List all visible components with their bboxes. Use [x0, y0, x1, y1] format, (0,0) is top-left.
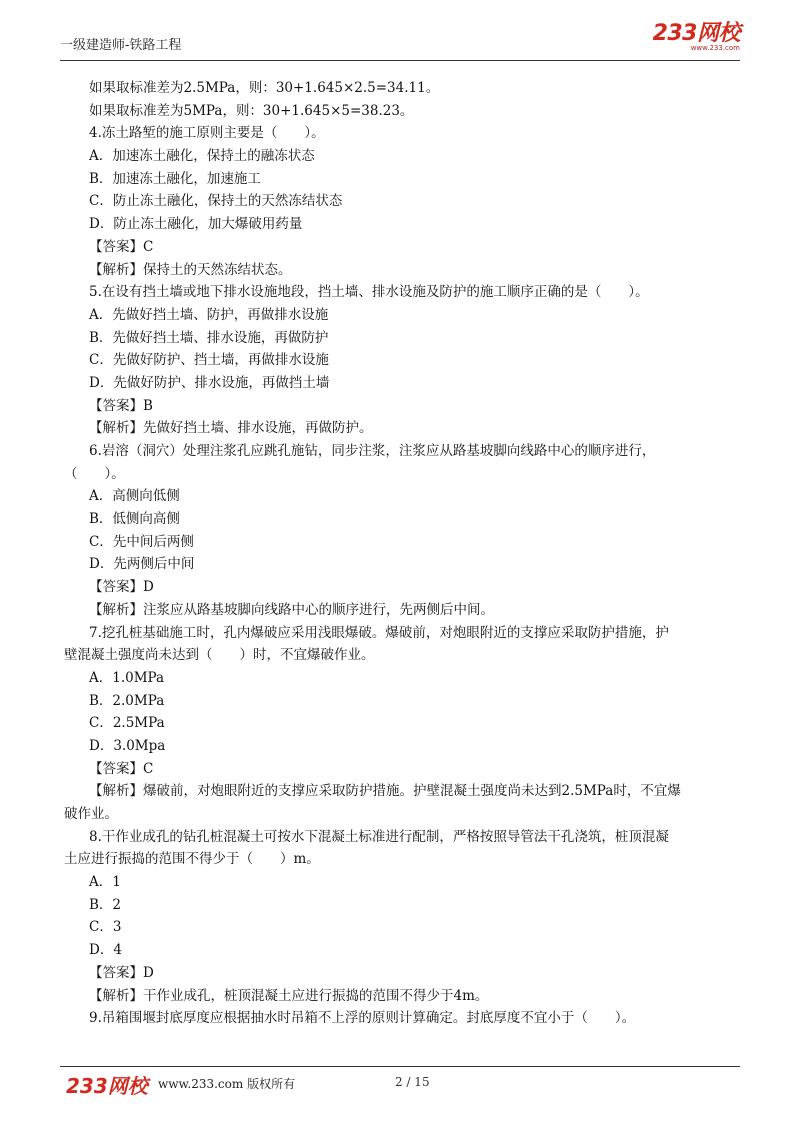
page-header	[60, 22, 740, 58]
page-number: 2 / 15	[395, 1075, 430, 1089]
option-c: C．2.5MPa	[89, 715, 165, 732]
option-d: D．先两侧后中间	[89, 556, 195, 573]
option-c: C．先中间后两侧	[89, 533, 194, 550]
answer: 【答案】D	[89, 579, 154, 596]
option-a: A．1.0MPa	[89, 669, 165, 686]
option-c: C．防止冻土融化，保持土的天然冻结状态	[89, 193, 343, 210]
logo-text: 233网校	[652, 21, 740, 46]
option-c: C．3	[89, 919, 122, 936]
body-line: 如果取标准差为2.5MPa，则：30+1.645×2.5=34.11。	[89, 80, 440, 96]
explanation: 【解析】干作业成孔，桩顶混凝土应进行振捣的范围不得少于4m。	[89, 987, 489, 1004]
question-8-cont: 土应进行振捣的范围不得少于（ ）m。	[64, 851, 320, 868]
question-9: 9.吊箱围堰封底厚度应根据抽水时吊箱不上浮的原则计算确定。封底厚度不宜小于（ ）。	[89, 1010, 636, 1027]
option-b: B．2	[89, 896, 122, 913]
footer-copyright: www.233.com 版权所有	[158, 1077, 296, 1091]
explanation: 【解析】爆破前，对炮眼附近的支撑应采取防护措施。护壁混凝土强度尚未达到2.5MPa时，不宜爆	[89, 783, 681, 800]
explanation: 【解析】注浆应从路基坡脚向线路中心的顺序进行，先两侧后中间。	[89, 601, 494, 618]
option-d: D．3.0Mpa	[89, 737, 166, 754]
question-7: 7.挖孔桩基础施工时，孔内爆破应采用浅眼爆破。爆破前，对炮眼附近的支撑应采取防护措施，护	[89, 624, 669, 641]
question-6: 6.岩溶（洞穴）处理注浆孔应跳孔施钻，同步注浆，注浆应从路基坡脚向线路中心的顺序进行，	[89, 443, 656, 459]
body-line: 如果取标准差为5MPa，则：30+1.645×5=38.23。	[89, 102, 414, 119]
answer: 【答案】D	[89, 964, 154, 981]
option-d: D．先做好防护、排水设施，再做挡土墙	[89, 374, 330, 391]
option-a: A．高侧向低侧	[89, 488, 180, 505]
option-d: D．防止冻土融化，加大爆破用药量	[89, 216, 303, 233]
explanation: 【解析】保持土的天然冻结状态。	[89, 261, 292, 278]
header-divider	[60, 60, 740, 61]
answer: 【答案】C	[89, 238, 154, 255]
question-7-cont: 壁混凝土强度尚未达到（ ）时，不宜爆破作业。	[64, 647, 375, 664]
option-b: B．先做好挡土墙、排水设施，再做防护	[89, 329, 329, 346]
explanation: 【解析】先做好挡土墙、排水设施，再做防护。	[89, 420, 373, 437]
option-b: B．低侧向高侧	[89, 511, 180, 528]
explanation-cont: 破作业。	[64, 806, 118, 822]
document-body	[64, 77, 745, 1030]
option-a: A．1	[89, 874, 121, 891]
footer-logo: 233网校	[66, 1074, 148, 1098]
brand-logo	[653, 22, 740, 52]
option-c: C．先做好防护、挡土墙，再做排水设施	[89, 352, 329, 369]
logo-url: www.233.com	[690, 44, 740, 52]
document-title: 一级建造师-铁路工程	[60, 38, 182, 53]
answer: 【答案】C	[89, 760, 154, 777]
option-a: A．先做好挡土墙、防护，再做排水设施	[89, 306, 329, 323]
question-6-cont: （ ）。	[64, 465, 125, 482]
answer: 【答案】B	[89, 397, 153, 414]
question-4: 4.冻土路堑的施工原则主要是（ ）。	[89, 125, 325, 142]
option-b: B．加速冻土融化，加速施工	[89, 170, 261, 187]
question-8: 8.干作业成孔的钻孔桩混凝土可按水下混凝土标准进行配制，严格按照导管法干孔浇筑，桩顶混凝	[89, 828, 669, 845]
page-footer	[60, 1070, 740, 1096]
option-d: D．4	[89, 942, 122, 959]
option-b: B．2.0MPa	[89, 692, 165, 709]
option-a: A．加速冻土融化，保持土的融冻状态	[89, 148, 315, 165]
question-5: 5.在设有挡土墙或地下排水设施地段，挡土墙、排水设施及防护的施工顺序正确的是（ ）。	[89, 284, 649, 301]
footer-divider	[60, 1066, 740, 1067]
